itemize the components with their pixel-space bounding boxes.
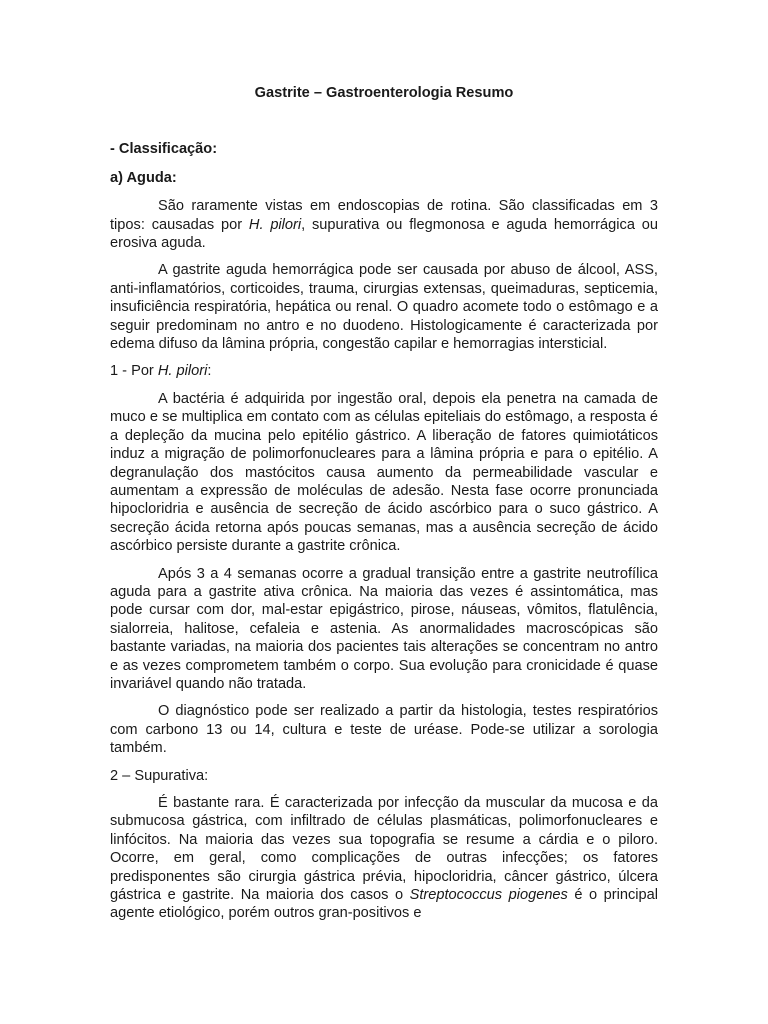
paragraph-intro-text-b: , supurativa ou flegmonosa e aguda hemorrágica ou erosiva aguda. (110, 216, 658, 252)
paragraph-intro-italic: H. pilori (248, 216, 302, 233)
paragraph-intro (110, 197, 658, 252)
section-heading-classificacao: - Classificação: (110, 141, 218, 158)
subheading-h-pilori (110, 362, 658, 380)
document-title: Gastrite – Gastroenterologia Resumo (254, 85, 514, 101)
paragraph-supurativa-italic: Streptococcus piogenes (409, 887, 568, 904)
subsection-heading-aguda: a) Aguda: (110, 169, 177, 186)
subheading-h-pilori-text-a: 1 - Por (110, 363, 158, 380)
subheading-supurativa: 2 – Supurativa: (110, 767, 209, 784)
subheading-h-pilori-italic: H. pilori (157, 363, 208, 380)
paragraph-diagnostico: O diagnóstico pode ser realizado a partir da histologia, testes respiratórios com carbono 13 ou 14, cultura e teste de uréase. Pode-se utilizar a sorologia também. (110, 703, 658, 757)
paragraph-bacteria: A bactéria é adquirida por ingestão oral, depois ela penetra na camada de muco e se multiplica em contato com as células epiteliais do estômago, a resposta é a depleção da mucina pelo epitélio gástrico. A liberação de fatores quimiotáticos induz a migração de polimorfonucleares para a lâmina própria e para o epitélio. A degranulação dos mastócitos causa aumento da permeabilidade vascular e aumentam a expressão de moléculas de adesão. Nesta fase ocorre pronunciada hipocloridria e ausência de secreção de ácido ascórbico para o suco gástrico. A secreção ácida retorna após poucas semanas, mas a ausência secreção de ácido ascórbico persiste durante a gastrite crônica. (110, 390, 658, 555)
subheading-h-pilori-text-b: : (207, 363, 212, 380)
paragraph-intro-text-a: São raramente vistas em endoscopias de rotina. São classificadas em 3 tipos: causadas por (110, 198, 658, 233)
paragraph-hemorragica: A gastrite aguda hemorrágica pode ser causada por abuso de álcool, ASS, anti-inflamatórios, corticoides, trauma, cirurgias extensas, queimaduras, septicemia, insuficiência respiratória, hepática ou renal. O quadro acomete todo o estômago e a seguir predominam no antro e no duodeno. Histologicamente é caracterizada por edema difuso da lâmina própria, congestão capilar e hemorragias intersticial. (110, 262, 658, 353)
paragraph-transicao: Após 3 a 4 semanas ocorre a gradual transição entre a gastrite neutrofílica aguda para a gastrite ativa crônica. Na maioria das vezes é assintomática, mas pode cursar com dor, mal-estar epigástrico, pirose, náuseas, vômitos, flatulência, sialorreia, halitose, cefaleia e astenia. As anormalidades macroscópicas são bastante variadas, na maioria dos pacientes tais alterações se concentram no antro e as vezes comprometem também o corpo. Sua evolução para cronicidade é quase invariável quando não tratada. (110, 565, 658, 692)
paragraph-supurativa (110, 794, 658, 923)
paragraph-supurativa-text-b: é o principal agente etiológico, porém outros gran-positivos e (110, 887, 658, 922)
paragraph-supurativa-text-a: É bastante rara. É caracterizada por infecção da muscular da mucosa e da submucosa gástrica, com infiltrado de células plasmáticas, polimorfonucleares e linfócitos. Na maioria das vezes sua topografia se resume a cárdia e o piloro. Ocorre, em geral, como complicações de outras infecções; os fatores predisponentes são cirurgia gástrica prévia, hipocloridria, câncer gástrico, úlcera gástrica e gastrite. Na maioria dos casos o (110, 795, 658, 904)
document-page (110, 84, 658, 932)
